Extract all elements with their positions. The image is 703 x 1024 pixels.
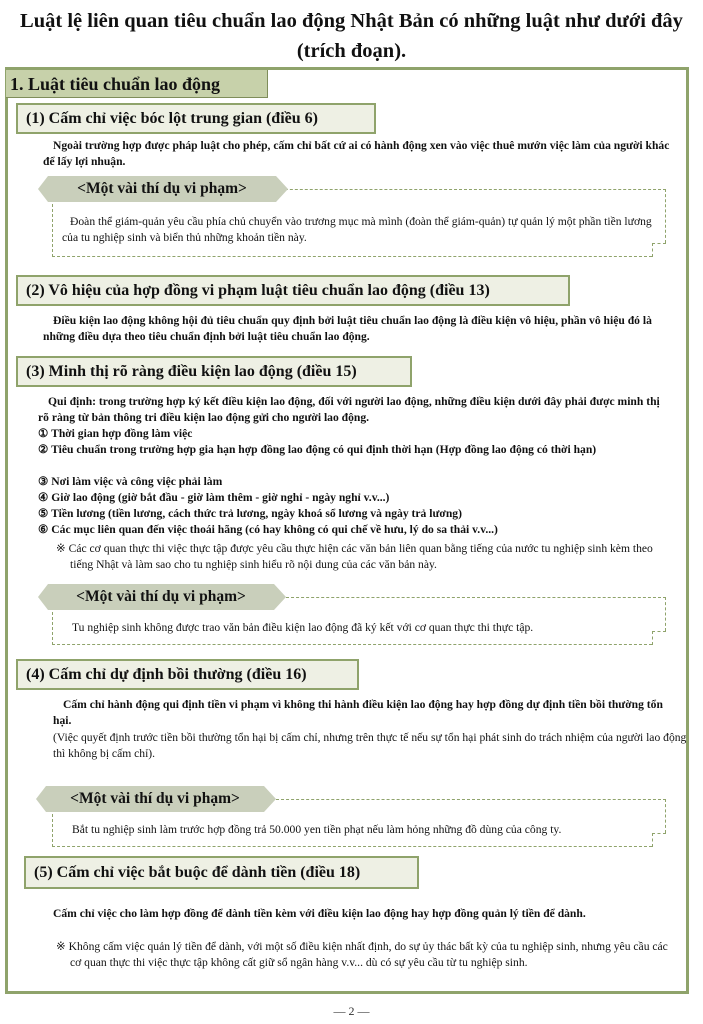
- page-title: Luật lệ liên quan tiêu chuẩn lao động Nhật Bản có những luật như dưới đây (trích đoạn).: [20, 10, 683, 62]
- example-1-bottom-line: [52, 256, 652, 257]
- section-2-body: Điều kiện lao động không hội đủ tiêu chuẩn quy định bởi luật tiêu chuẩn lao động là điều kiện vô hiệu, phần vô hiệu đó là những điều dựa theo tiêu chuẩn định bởi luật tiêu chuẩn lao động.: [43, 314, 652, 343]
- example-3-right-line: [665, 799, 666, 833]
- section-3-item-3: ③ Nơi làm việc và công việc phải làm: [38, 475, 223, 488]
- example-3-label: <Một vài thí dụ vi phạm>: [46, 786, 264, 812]
- section-5-body: Cấm chỉ việc cho làm hợp đồng để dành tiền kèm với điều kiện lao động hay hợp đồng quản lý tiền để dành.: [53, 907, 586, 920]
- section-5-heading: (5) Cấm chỉ việc bắt buộc để dành tiền (điều 18): [24, 856, 419, 889]
- example-2-right-line: [665, 597, 666, 631]
- section-5-note: ※ Không cấm việc quản lý tiền để dành, với một số điều kiện nhất định, do sự ủy thác bất kỳ của tu nghiệp sinh, nhưng yêu cầu các cơ quan thực thi việc thực tập không cất giữ sổ ngân hàng v.v... dù có sự yêu cầu từ tu nghiệp sinh.: [56, 940, 668, 969]
- example-1-fold: [652, 243, 666, 257]
- example-2-bottom-line: [52, 644, 652, 645]
- section-1-heading: (1) Cấm chỉ việc bóc lột trung gian (điều 6): [16, 103, 376, 134]
- main-heading: 1. Luật tiêu chuẩn lao động: [6, 70, 268, 98]
- section-3-heading: (3) Minh thị rõ ràng điều kiện lao động (điều 15): [16, 356, 412, 387]
- section-3-note: ※ Các cơ quan thực thi việc thực tập được yêu cầu thực hiện các văn bản liên quan bằng tiếng của nước tu nghiệp sinh kèm theo tiếng Nhật và làm sao cho tu nghiệp sinh hiểu rõ nội dung của các văn bản này.: [56, 542, 653, 571]
- example-1-right-line: [665, 189, 666, 243]
- example-3-text: Bắt tu nghiệp sinh làm trước hợp đồng trả 50.000 yen tiền phạt nếu làm hỏng những đồ dùng của công ty.: [72, 823, 562, 836]
- page-number: — 2 —: [333, 1004, 370, 1018]
- section-3-item-1: ① Thời gian hợp đồng làm việc: [38, 427, 193, 440]
- example-2-fold: [652, 631, 666, 645]
- section-2-heading: (2) Vô hiệu của hợp đồng vi phạm luật tiêu chuẩn lao động (điều 13): [16, 275, 570, 306]
- example-1-text: Đoàn thể giám-quản yêu cầu phía chủ chuyển vào trương mục mà mình (đoàn thể giám-quản) tự quản lý một phần tiền lương của tu nghiệp sinh và biển thủ những khoản tiền này.: [62, 215, 652, 244]
- example-3-bottom-line: [52, 846, 652, 847]
- example-1-label: <Một vài thí dụ vi phạm>: [48, 176, 276, 202]
- example-2-label: <Một vài thí dụ vi phạm>: [48, 584, 274, 610]
- section-4-note: (Việc quyết định trước tiền bồi thường tổn hại bị cấm chỉ, nhưng trên thực tế nếu sự tổn hại phát sinh do trách nhiệm của người lao động thì không bị cấm chỉ).: [53, 731, 687, 760]
- section-4-body: Cấm chỉ hành động qui định tiền vi phạm vì không thi hành điều kiện lao động hay hợp đồng dự định tiền bồi thường tổn hại.: [53, 698, 663, 727]
- section-3-item-5: ⑤ Tiền lương (tiền lương, cách thức trả lương, ngày khoá sổ lương và ngày trả lương): [38, 507, 462, 520]
- section-1-body: Ngoài trường hợp được pháp luật cho phép, cấm chỉ bất cứ ai có hành động xen vào việc thuê mướn việc làm của người khác để lấy lợi nhuận.: [43, 139, 670, 168]
- example-2-text: Tu nghiệp sinh không được trao văn bản điều kiện lao động đã ký kết với cơ quan thực thi thực tập.: [72, 621, 534, 634]
- section-3-item-2: ② Tiêu chuẩn trong trường hợp gia hạn hợp đồng lao động có qui định thời hạn (Hợp đồng lao động có thời hạn): [38, 443, 597, 456]
- section-3-item-6: ⑥ Các mục liên quan đến việc thoái hãng (có hay không có qui chế về hưu, lý do sa thải v.v...): [38, 523, 498, 536]
- section-3-body: Qui định: trong trường hợp ký kết điều kiện lao động, đối với người lao động, những điều kiện dưới đây phải được minh thị rõ ràng từ bản thông tri điều kiện lao động gửi cho người lao động.: [38, 395, 660, 424]
- section-4-heading: (4) Cấm chỉ dự định bồi thường (điều 16): [16, 659, 359, 690]
- section-3-item-4: ④ Giờ lao động (giờ bắt đầu - giờ làm thêm - giờ nghỉ - ngày nghỉ v.v...): [38, 491, 390, 504]
